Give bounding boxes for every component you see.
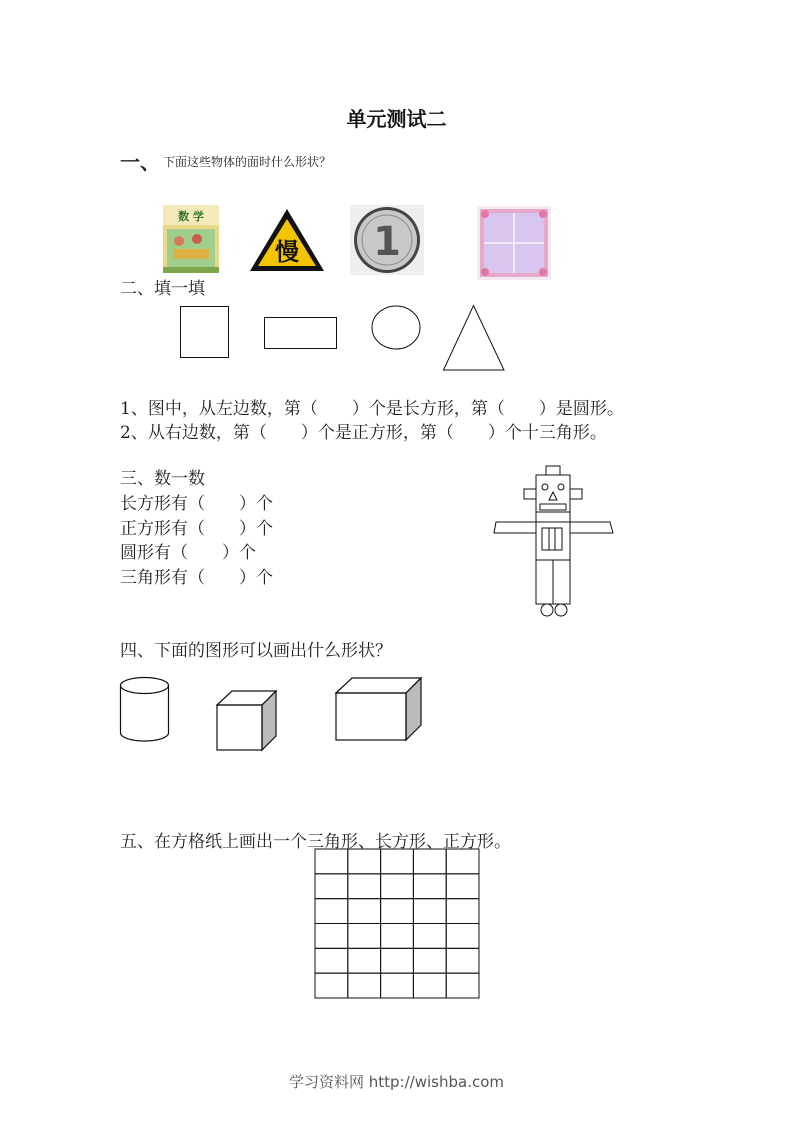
grid-cell (348, 849, 381, 874)
grid-cell (413, 874, 446, 899)
section2-question-1: 1、图中，从左边数，第（ ）个是长方形，第（ ）是圆形。 (120, 399, 624, 419)
grid-cell (315, 948, 348, 973)
grid-cell (381, 874, 414, 899)
grid-cell (381, 973, 414, 998)
grid-cell (413, 849, 446, 874)
grid-cell (413, 948, 446, 973)
count-triangle: 三角形有（ ）个 (120, 568, 273, 588)
section1-number: 一、 (120, 150, 160, 174)
grid-cell (446, 874, 479, 899)
grid-cell (348, 899, 381, 924)
grid-cell (381, 849, 414, 874)
grid-cell (315, 874, 348, 899)
grid-cell (381, 899, 414, 924)
count-circle: 圆形有（ ）个 (120, 543, 256, 563)
cube-figure (216, 687, 278, 751)
section2-question-2: 2、从右边数，第（ ）个是正方形，第（ ）个十三角形。 (120, 423, 607, 443)
grid-cell (348, 948, 381, 973)
section5-heading: 五、在方格纸上画出一个三角形、长方形、正方形。 (120, 832, 511, 852)
section2-heading: 二、填一填 (120, 279, 205, 299)
coin-numeral: 1 (373, 219, 401, 265)
grid-cell (348, 924, 381, 949)
shape-square (180, 306, 230, 358)
shape-triangle (443, 305, 505, 371)
handkerchief-image (477, 206, 551, 280)
shape-rectangle (264, 317, 338, 350)
section1-question: 下面这些物体的面时什么形状？ (163, 155, 332, 169)
cylinder-figure (119, 676, 171, 743)
grid-cell (446, 973, 479, 998)
slow-sign-image (248, 207, 326, 273)
section4-heading: 四、下面的图形可以画出什么形状？ (120, 641, 392, 661)
grid-cell (446, 948, 479, 973)
grid-cell (446, 849, 479, 874)
footer-watermark: 学习资料网 http://wishba.com (289, 1073, 504, 1091)
grid-cell (315, 849, 348, 874)
grid-cell (315, 924, 348, 949)
grid-cell (315, 973, 348, 998)
grid-cell (413, 924, 446, 949)
book-title-text: 数 学 (178, 210, 204, 223)
section3-heading: 三、数一数 (120, 469, 205, 489)
grid-cell (348, 874, 381, 899)
grid-cell (348, 973, 381, 998)
count-rectangle: 长方形有（ ）个 (120, 494, 273, 514)
grid-cell (315, 899, 348, 924)
count-square: 正方形有（ ）个 (120, 519, 273, 539)
page-title: 单元测试二 (346, 107, 447, 131)
sign-text: 慢 (275, 238, 299, 266)
grid-cell (413, 973, 446, 998)
robot-figure (492, 462, 616, 620)
grid-cell (446, 924, 479, 949)
cuboid-figure (335, 677, 423, 742)
shape-circle (371, 305, 421, 351)
grid-paper (314, 848, 480, 999)
grid-cell (381, 948, 414, 973)
math-textbook-image (163, 205, 219, 273)
grid-cell (446, 899, 479, 924)
grid-cell (413, 899, 446, 924)
grid-cell (381, 924, 414, 949)
coin-image (350, 205, 424, 275)
